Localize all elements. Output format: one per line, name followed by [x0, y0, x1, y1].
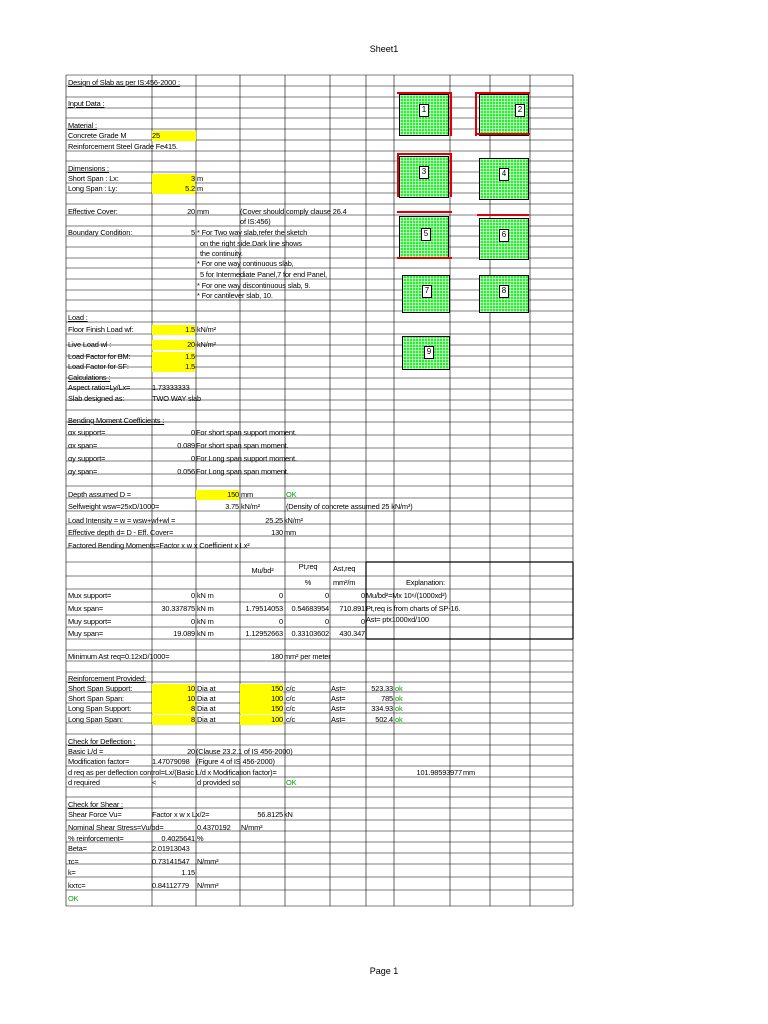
ast-label: Ast= — [331, 684, 346, 693]
load-factor-sf-value[interactable]: 1.5 — [152, 362, 195, 372]
k-tau-c-label: kxτc= — [68, 881, 86, 890]
live-load-value[interactable]: 20 — [152, 340, 195, 350]
boundary-condition-label: Boundary Condition: — [68, 228, 133, 237]
panel-number: 5 — [421, 228, 431, 241]
concrete-grade-value[interactable]: 25 — [152, 131, 196, 141]
mux-support-label: Mux support= — [68, 591, 112, 600]
aspect-ratio-value: 1.73333333 — [152, 383, 190, 392]
cover-value[interactable]: 20 — [187, 207, 195, 216]
cc-label: c/c — [286, 715, 295, 724]
reinf-label: Short Span Support: — [68, 684, 133, 693]
basic-ld-value: 20 — [187, 747, 195, 756]
deflection-status: OK — [286, 778, 297, 787]
shear-force-label: Shear Force Vu= — [68, 810, 122, 819]
reinf-label: Long Span Span: — [68, 715, 123, 724]
cover-note-2: of IS:456) — [240, 217, 271, 226]
concrete-grade-label: Concrete Grade M — [68, 131, 127, 140]
panel-number: 9 — [424, 346, 434, 359]
alpha-y-support-text: For Long span support moment. — [196, 454, 297, 463]
mux-span-pt: 0.54683954 — [291, 604, 329, 613]
deflection-heading: Check for Deflection : — [68, 737, 136, 746]
alpha-x-span-label: αx span= — [68, 441, 98, 450]
tau-c-label: τc= — [68, 857, 79, 866]
alpha-y-support-value: 0 — [191, 454, 195, 463]
cover-note-1: (Cover should comply clause 26.4 — [240, 207, 347, 216]
min-ast-label: Minimum Ast req=0.12xD/1000= — [68, 652, 170, 661]
slab-panel-9 — [402, 336, 450, 370]
ast-label: Ast= — [331, 694, 346, 703]
ast-label: Ast= — [331, 715, 346, 724]
min-ast-unit: mm² per meter — [284, 652, 331, 661]
muy-span-value: 19.089 — [173, 629, 195, 638]
tau-c-value: 0.73141547 — [152, 857, 190, 866]
load-intensity-value: 25.25 — [265, 516, 283, 525]
continuity-line — [397, 211, 452, 213]
cover-label: Effective Cover: — [68, 207, 118, 216]
slab-panel-8 — [479, 275, 529, 313]
continuity-line — [475, 133, 530, 135]
continuity-line — [397, 153, 452, 155]
nominal-shear-label: Nominal Shear Stress=Vu/bd= — [68, 823, 164, 832]
effective-depth-label: Effective depth d= D - Eff. Cover= — [68, 528, 174, 537]
d-required-label: d required — [68, 778, 100, 787]
selfweight-unit: kN/m² — [241, 502, 260, 511]
reinf-status: ok — [395, 694, 403, 703]
k-tau-c-unit: N/mm² — [197, 881, 219, 890]
reinf-dia[interactable]: 10 — [152, 684, 195, 694]
muy-support-label: Muy support= — [68, 617, 112, 626]
reinf-label: Long Span Support: — [68, 704, 132, 713]
lx-value[interactable]: 3 — [152, 174, 195, 184]
lx-unit: m — [197, 174, 204, 183]
bc-note: 5 for Intermediate Panel,7 for end Panel, — [200, 270, 327, 279]
muy-span-pt: 0.33103602 — [291, 629, 329, 638]
calculations-heading: Calculations : — [68, 373, 111, 382]
slab-panel-5 — [399, 216, 449, 258]
floor-finish-label: Floor Finish Load wf: — [68, 325, 134, 334]
floor-finish-value[interactable]: 1.5 — [152, 325, 195, 335]
reinf-status: ok — [395, 684, 403, 693]
floor-finish-unit: kN/m² — [197, 325, 216, 334]
bc-note: * For one way discontinuous slab, 9. — [197, 281, 311, 290]
muy-support-mubd: 0 — [279, 617, 283, 626]
alpha-y-span-text: For Long span span moment. — [196, 467, 289, 476]
continuity-line — [477, 214, 529, 216]
shear-force-unit: kN — [284, 810, 293, 819]
bm-coefficients-heading: Bending Moment Coefficients : — [68, 416, 165, 425]
modification-factor-label: Modification factor= — [68, 757, 130, 766]
pt-req-unit: % — [304, 578, 312, 587]
reinforcement-heading: Reinforcement Provided: — [68, 674, 146, 683]
slab-panel-3 — [399, 156, 449, 198]
reinf-spacing[interactable]: 100 — [240, 694, 283, 704]
mux-span-value: 30.337875 — [161, 604, 195, 613]
continuity-line — [397, 153, 399, 197]
depth-assumed-unit: mm — [241, 490, 254, 499]
muy-span-mubd: 1.12952663 — [245, 629, 283, 638]
reinf-dia[interactable]: 8 — [152, 704, 195, 714]
panel-number: 4 — [499, 168, 509, 181]
dia-at-label: Dia at — [197, 694, 216, 703]
panel-number: 8 — [499, 285, 509, 298]
shear-status: OK — [68, 894, 79, 903]
ast-req-header: Ast,req — [333, 564, 356, 573]
continuity-line — [475, 92, 477, 136]
page-footer: Page 1 — [369, 966, 399, 976]
basic-ld-note: (Clause 23.2.1 of IS 456-2000) — [196, 747, 293, 756]
panel-number: 3 — [419, 166, 429, 179]
ly-value[interactable]: 5.2 — [152, 184, 195, 194]
percent-reinf-label: % reinforcement= — [68, 834, 124, 843]
percent-reinf-unit: % — [197, 834, 204, 843]
k-label: k= — [68, 868, 76, 877]
muy-span-unit: kN m — [197, 629, 214, 638]
nominal-shear-unit: N/mm² — [241, 823, 263, 832]
mux-support-pt: 0 — [325, 591, 329, 600]
bc-note: * For Two way slab,refer the sketch — [197, 228, 308, 237]
alpha-y-span-value: 0.056 — [177, 467, 195, 476]
slab-designed-label: Slab designed as: — [68, 394, 125, 403]
ly-unit: m — [197, 184, 204, 193]
mux-span-ast: 710.891 — [339, 604, 365, 613]
reinf-ast: 523.33 — [371, 684, 393, 693]
aspect-ratio-label: Aspect ratio=Ly/Lx= — [68, 383, 131, 392]
load-heading: Load : — [68, 313, 88, 322]
muy-support-pt: 0 — [325, 617, 329, 626]
beta-value: 2.01913043 — [152, 844, 190, 853]
pt-req-header: Pt,req — [298, 562, 318, 571]
lx-label: Short Span : Lx: — [68, 174, 119, 183]
reinf-label: Short Span Span: — [68, 694, 124, 703]
reinf-status: ok — [395, 704, 403, 713]
selfweight-label: Selfweight wsw=25xD/1000= — [68, 502, 160, 511]
modification-factor-value: 1.47079098 — [152, 757, 190, 766]
reinf-status: ok — [395, 715, 403, 724]
panel-number: 6 — [499, 229, 509, 242]
sheet-header: Sheet1 — [369, 44, 399, 54]
panel-number: 1 — [419, 104, 429, 117]
load-factor-bm-label: Load Factor for BM: — [68, 352, 131, 361]
reinf-ast: 334.93 — [371, 704, 393, 713]
muy-support-ast: 0 — [361, 617, 365, 626]
mux-support-mubd: 0 — [279, 591, 283, 600]
slab-panel-1 — [399, 94, 449, 136]
slab-panel-6 — [479, 218, 529, 260]
alpha-x-support-label: αx support= — [68, 428, 106, 437]
depth-assumed-value[interactable]: 150 — [196, 490, 239, 500]
mux-support-value: 0 — [191, 591, 195, 600]
d-req-deflection-unit: mm — [463, 768, 476, 777]
alpha-x-span-text: For short span span moment. — [196, 441, 289, 450]
depth-status: OK — [286, 490, 297, 499]
dia-at-label: Dia at — [197, 715, 216, 724]
reinf-dia[interactable]: 10 — [152, 694, 195, 704]
continuity-line — [475, 92, 530, 94]
explanation-line: Ast= ptx1000xd/100 — [366, 615, 429, 624]
panel-number: 7 — [422, 285, 432, 298]
reinf-ast: 502.4 — [375, 715, 393, 724]
reinf-dia[interactable]: 8 — [152, 715, 195, 725]
cc-label: c/c — [286, 684, 295, 693]
reinf-spacing[interactable]: 150 — [240, 704, 283, 714]
mux-span-mubd: 1.79514053 — [245, 604, 283, 613]
bc-note: * For cantilever slab, 10. — [197, 291, 273, 300]
mux-support-ast: 0 — [361, 591, 365, 600]
material-heading: Material : — [68, 121, 97, 130]
less-than-sign: < — [152, 778, 157, 787]
modification-factor-note: (Figure 4 of IS 456-2000) — [196, 757, 275, 766]
d-req-deflection-label: d req as per deflection control=Lx/(Basic L/d x Modification factor)= — [68, 768, 277, 777]
reinf-ast: 785 — [381, 694, 393, 703]
load-intensity-label: Load Intensity = w = wsw+wf+wl = — [68, 516, 176, 525]
tau-c-unit: N/mm² — [197, 857, 219, 866]
shear-force-formula: Factor x w x Lx/2= — [152, 810, 210, 819]
min-ast-value: 180 — [271, 652, 283, 661]
reinf-spacing[interactable]: 100 — [240, 715, 283, 725]
depth-assumed-label: Depth assumed D = — [68, 490, 131, 499]
live-load-unit: kN/m² — [197, 340, 216, 349]
dia-at-label: Dia at — [197, 704, 216, 713]
cc-label: c/c — [286, 694, 295, 703]
ly-label: Long Span : Ly: — [68, 184, 118, 193]
slab-designed-value: TWO WAY slab — [152, 394, 201, 403]
continuity-line — [397, 92, 452, 94]
percent-reinf-value: 0.4025641 — [161, 834, 195, 843]
bc-note: * For one way continuous slab, — [197, 259, 294, 268]
live-load-label: Live Load wl : — [68, 340, 112, 349]
beta-label: Beta= — [68, 844, 87, 853]
explanation-line: Pt,req is from charts of SP-16. — [366, 604, 461, 613]
alpha-x-span-value: 0.089 — [177, 441, 195, 450]
load-factor-bm-value[interactable]: 1.5 — [152, 352, 195, 362]
sheet-title: Design of Slab as per IS:456-2000 : — [68, 78, 180, 87]
selfweight-note: (Density of concrete assumed 25 kN/m³) — [286, 502, 413, 511]
mux-span-label: Mux span= — [68, 604, 104, 613]
slab-panel-4 — [479, 158, 529, 200]
nominal-shear-value: 0.4370192 — [197, 823, 231, 832]
shear-force-value: 56.8125 — [257, 810, 283, 819]
alpha-y-support-label: αy support= — [68, 454, 106, 463]
alpha-x-support-text: For short span support moment. — [196, 428, 297, 437]
k-tau-c-value: 0.84112779 — [152, 881, 189, 890]
continuity-line — [397, 257, 452, 259]
steel-grade: Reinforcement Steel Grade Fe415. — [68, 142, 178, 151]
mux-span-unit: kN m — [197, 604, 214, 613]
d-req-deflection-value: 101.98593977 — [416, 768, 462, 777]
slab-panel-7 — [402, 275, 450, 313]
k-value: 1.15 — [181, 868, 195, 877]
load-intensity-unit: kN/m² — [284, 516, 303, 525]
explanation-line: Mu/bd²=Mx 10⁶/(1000xd²) — [366, 591, 447, 600]
ast-label: Ast= — [331, 704, 346, 713]
shear-heading: Check for Shear : — [68, 800, 123, 809]
ast-req-unit: mm²/m — [333, 578, 356, 587]
explanation-header: Explanation: — [406, 578, 445, 587]
mux-support-unit: kN m — [197, 591, 214, 600]
cc-label: c/c — [286, 704, 295, 713]
basic-ld-label: Basic L/d = — [68, 747, 104, 756]
continuity-line — [450, 153, 452, 197]
input-data-heading: Input Data : — [68, 99, 105, 108]
dimensions-heading: Dimensions : — [68, 164, 109, 173]
bc-note: on the right side.Dark line shows — [200, 239, 302, 248]
load-factor-sf-label: Load Factor for SF: — [68, 362, 129, 371]
effective-depth-value: 130 — [271, 528, 283, 537]
slab-panel-2 — [479, 94, 529, 136]
panel-number: 2 — [515, 104, 525, 117]
bc-note: the continuity. — [200, 249, 243, 258]
continuity-line — [450, 92, 452, 136]
selfweight-value: 3.75 — [225, 502, 239, 511]
alpha-y-span-label: αy span= — [68, 467, 98, 476]
effective-depth-unit: mm — [284, 528, 297, 537]
muy-support-value: 0 — [191, 617, 195, 626]
reinf-spacing[interactable]: 150 — [240, 684, 283, 694]
muy-span-label: Muy span= — [68, 629, 104, 638]
muy-span-ast: 430.347 — [339, 629, 365, 638]
boundary-condition-value[interactable]: 5 — [191, 228, 195, 237]
factored-bm-label: Factored Bending Moments=Factor x w x Coefficient x Lx² — [68, 541, 250, 550]
dia-at-label: Dia at — [197, 684, 216, 693]
cover-unit: mm — [197, 207, 210, 216]
mubd-header: Mu/bd² — [251, 566, 274, 575]
alpha-x-support-value: 0 — [191, 428, 195, 437]
muy-support-unit: kN m — [197, 617, 214, 626]
d-provided-label: d provided so — [197, 778, 240, 787]
